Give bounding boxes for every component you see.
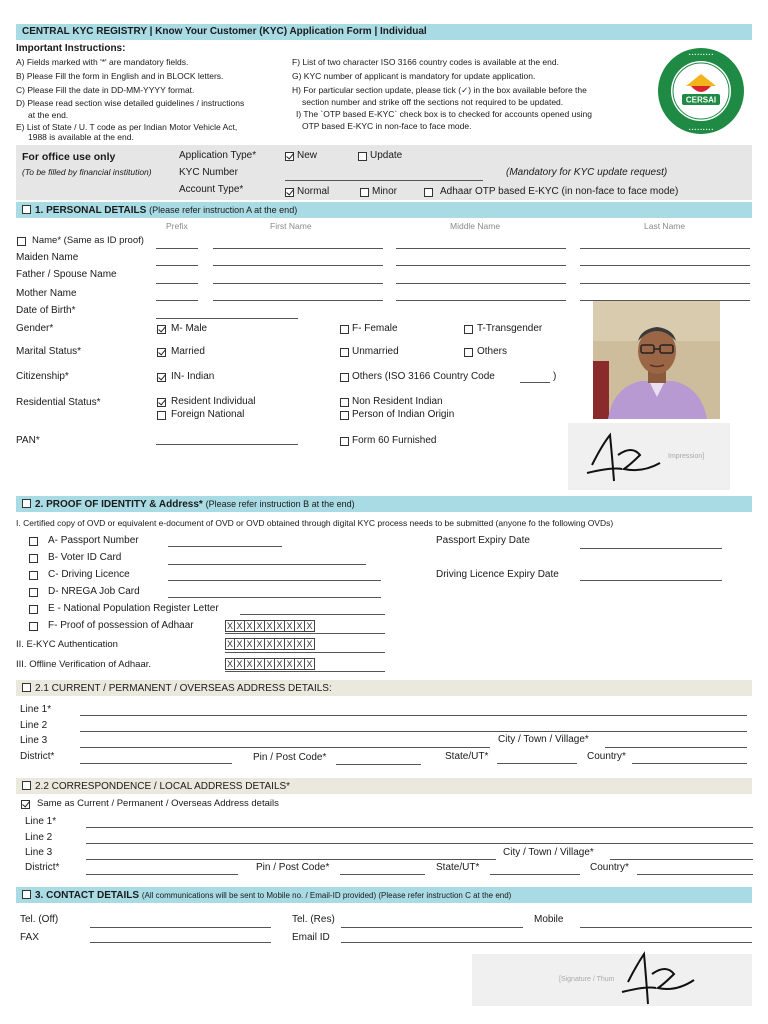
ekyc-digit-5: X [265, 638, 275, 650]
maiden-prefix-field[interactable] [156, 265, 198, 266]
address-line1-field[interactable] [80, 715, 747, 716]
instruction-c: C) Please Fill the date in DD-MM-YYYY format. [16, 85, 195, 95]
ekyc-digit-1: X [226, 639, 233, 649]
passport-field[interactable] [168, 546, 282, 547]
name-same-checkbox[interactable] [17, 237, 26, 246]
mother-middle-field[interactable] [396, 300, 566, 301]
offline-field[interactable] [225, 671, 385, 672]
instruction-i: I) The `OTP based E-KYC` check box is to checked for accounts opened using [296, 109, 592, 119]
citizenship-indian-label: IN- Indian [171, 371, 215, 382]
gender-label: Gender* [16, 323, 54, 334]
office-title: For office use only [22, 151, 116, 163]
father-name-label: Father / Spouse Name [16, 269, 117, 280]
voter-id-field[interactable] [168, 564, 366, 565]
foreign-label: Foreign National [171, 409, 245, 420]
corr-line1-field[interactable] [86, 827, 753, 828]
offline-label: III. Offline Verification of Adhaar. [16, 659, 152, 670]
pio-checkbox[interactable] [340, 411, 349, 420]
offline-digit-3: X [245, 658, 255, 670]
ekyc-digit-2: X [235, 638, 245, 650]
npr-field[interactable] [240, 614, 385, 615]
impression-label: Impression] [668, 453, 705, 460]
mobile-label: Mobile [534, 914, 564, 925]
same-as-address-label: Same as Current / Permanent / Overseas Address details [37, 798, 279, 809]
contact-title: 3. CONTACT DETAILS [35, 890, 140, 901]
ekyc-digit-boxes[interactable] [225, 638, 315, 650]
citizenship-others-label: Others (ISO 3166 Country Code [352, 371, 495, 382]
instructions-heading: Important Instructions: [16, 43, 126, 54]
driving-licence-checkbox[interactable] [29, 571, 38, 580]
address-state-label: State/UT* [445, 751, 489, 762]
father-prefix-field[interactable] [156, 283, 198, 284]
ekyc-label: II. E-KYC Authentication [16, 639, 118, 650]
col-middle-name: Middle Name [450, 221, 501, 231]
mother-first-field[interactable] [213, 300, 383, 301]
address-line3-label: Line 3 [20, 735, 48, 746]
resident-checkbox[interactable] [157, 398, 166, 407]
identity-note: (Please refer instruction B at the end) [205, 499, 355, 509]
corr-line3-field[interactable] [86, 859, 496, 860]
nrega-label: D- NREGA Job Card [48, 586, 140, 597]
corr-city-label: City / Town / Village* [503, 847, 594, 858]
form-title-bar [16, 24, 752, 40]
citizenship-label: Citizenship* [16, 371, 69, 382]
address-city-label: City / Town / Village* [498, 734, 589, 745]
contact-checkbox[interactable] [22, 890, 31, 899]
new-checkbox[interactable] [285, 152, 294, 161]
pan-label: PAN* [16, 435, 40, 446]
corr-line2-field[interactable] [86, 843, 753, 844]
address-district-label: District* [20, 751, 55, 762]
name-label: Name* (Same as ID proof) [32, 235, 144, 246]
update-label: Update [370, 150, 403, 161]
address-district-field[interactable] [80, 763, 232, 764]
address-line1-label: Line 1* [20, 704, 52, 715]
mother-prefix-field[interactable] [156, 300, 198, 301]
adhaar-label: F- Proof of possession of Adhaar [48, 620, 194, 631]
address-line2-field[interactable] [80, 731, 747, 732]
address-header [16, 680, 752, 696]
ekyc-digit-9: X [305, 638, 315, 650]
gender-male-label: M- Male [171, 323, 208, 334]
marital-label: Marital Status* [16, 346, 82, 357]
address-city-field[interactable] [605, 747, 747, 748]
tel-res-label: Tel. (Res) [292, 914, 335, 925]
address-checkbox[interactable] [22, 683, 31, 692]
corr-district-field[interactable] [86, 874, 238, 875]
driving-licence-field[interactable] [168, 580, 381, 581]
maiden-last-field[interactable] [580, 265, 750, 266]
tel-off-field[interactable] [90, 927, 271, 928]
corr-city-field[interactable] [610, 859, 753, 860]
address-country-field[interactable] [632, 763, 747, 764]
passport-expiry-field[interactable] [580, 548, 722, 549]
form60-checkbox[interactable] [340, 437, 349, 446]
ekyc-digit-7: X [285, 638, 295, 650]
identity-intro: I. Certified copy of OVD or equivalent e-document of OVD or OVD obtained through digital KYC process needs to be submitted (anyone fo the following OVDs) [16, 518, 614, 528]
normal-label: Normal [297, 186, 330, 197]
pan-field[interactable] [156, 444, 298, 445]
address-pin-label: Pin / Post Code* [253, 752, 327, 763]
adhaar-digit-3: X [245, 620, 255, 632]
maiden-middle-field[interactable] [396, 265, 566, 266]
corr-state-label: State/UT* [436, 862, 480, 873]
nri-label: Non Resident Indian [352, 396, 443, 407]
instruction-f: F) List of two character ISO 3166 country codes is available at the end. [292, 57, 559, 67]
personal-details-checkbox[interactable] [22, 205, 31, 214]
dl-expiry-field[interactable] [580, 580, 722, 581]
adhaar-digit-8: X [295, 620, 305, 632]
instruction-d: D) Please read section wise detailed guidelines / instructions [16, 98, 245, 108]
corr-title: 2.2 CORRESPONDENCE / LOCAL ADDRESS DETAILS* [35, 781, 291, 792]
instruction-g: G) KYC number of applicant is mandatory for update application. [292, 71, 536, 81]
minor-label: Minor [372, 186, 398, 197]
citizenship-indian-checkbox[interactable] [157, 373, 166, 382]
logo-text: CERSAI [685, 95, 717, 105]
name-last-field[interactable] [580, 248, 750, 249]
instruction-h: H) For particular section update, please tick (✓) in the box available before the [292, 85, 587, 95]
corr-line3-label: Line 3 [25, 847, 53, 858]
ekyc-digit-4: X [255, 638, 265, 650]
unmarried-checkbox[interactable] [340, 348, 349, 357]
offline-digit-5: X [265, 658, 275, 670]
svg-text:• • • • • • • • •: • • • • • • • • • [688, 52, 714, 57]
same-as-address-checkbox[interactable] [21, 800, 30, 809]
adhaar-digit-6: X [275, 620, 285, 632]
gender-male-checkbox[interactable] [157, 325, 166, 334]
name-prefix-field[interactable] [156, 248, 198, 249]
dob-field[interactable] [156, 318, 298, 319]
update-checkbox[interactable] [358, 152, 367, 161]
adhaar-digit-5: X [265, 620, 275, 632]
corr-line2-label: Line 2 [25, 832, 53, 843]
personal-details-title: 1. PERSONAL DETAILS [35, 205, 147, 216]
instruction-a: A) Fields marked with '*' are mandatory fields. [16, 57, 189, 67]
offline-digit-1: X [226, 659, 233, 669]
contact-header [16, 887, 752, 903]
personal-details-header [16, 202, 752, 218]
identity-header [16, 496, 752, 512]
address-pin-field[interactable] [336, 764, 421, 765]
otp-ekyc-label: Adhaar OTP based E-KYC (in non-face to face mode) [440, 186, 679, 197]
offline-digit-7: X [285, 658, 295, 670]
corr-checkbox[interactable] [22, 781, 31, 790]
father-middle-field[interactable] [396, 283, 566, 284]
married-checkbox[interactable] [157, 348, 166, 357]
country-code-close: ) [553, 371, 557, 382]
identity-checkbox[interactable] [22, 499, 31, 508]
instruction-d-cont: at the end. [28, 110, 69, 120]
adhaar-digit-7: X [285, 620, 295, 632]
father-first-field[interactable] [213, 283, 383, 284]
adhaar-digit-2: X [235, 620, 245, 632]
country-code-field[interactable] [520, 382, 550, 383]
signature-mark [582, 425, 672, 487]
offline-digit-8: X [295, 658, 305, 670]
residential-label: Residential Status* [16, 397, 101, 408]
fax-label: FAX [20, 932, 39, 943]
offline-digit-boxes[interactable] [225, 658, 315, 670]
address-line2-label: Line 2 [20, 720, 48, 731]
email-field[interactable] [341, 942, 752, 943]
resident-label: Resident Individual [171, 396, 256, 407]
name-first-field[interactable] [213, 248, 383, 249]
application-type-label: Application Type* [179, 150, 257, 161]
offline-digit-2: X [235, 658, 245, 670]
foreign-checkbox[interactable] [157, 411, 166, 420]
form-title: CENTRAL KYC REGISTRY | Know Your Customer (KYC) Application Form | Individual [22, 26, 427, 37]
svg-text:• • • • • • • • •: • • • • • • • • • [688, 127, 714, 132]
pio-label: Person of Indian Origin [352, 409, 455, 420]
dob-label: Date of Birth* [16, 305, 76, 316]
voter-id-label: B- Voter ID Card [48, 552, 122, 563]
corr-district-label: District* [25, 862, 60, 873]
adhaar-checkbox[interactable] [29, 622, 38, 631]
ekyc-digit-8: X [295, 638, 305, 650]
corr-country-field[interactable] [637, 874, 753, 875]
cersai-logo [656, 46, 746, 136]
adhaar-digit-9: X [305, 620, 315, 632]
normal-checkbox[interactable] [285, 188, 294, 197]
nri-checkbox[interactable] [340, 398, 349, 407]
gender-transgender-label: T-Transgender [477, 323, 543, 334]
maiden-first-field[interactable] [213, 265, 383, 266]
passport-expiry-label: Passport Expiry Date [436, 535, 530, 546]
personal-details-note: (Please refer instruction A at the end) [149, 205, 298, 215]
col-first-name: First Name [270, 221, 312, 231]
corr-line1-label: Line 1* [25, 816, 57, 827]
gender-female-checkbox[interactable] [340, 325, 349, 334]
corr-state-field[interactable] [490, 874, 580, 875]
name-middle-field[interactable] [396, 248, 566, 249]
otp-ekyc-checkbox[interactable] [424, 188, 433, 197]
citizenship-others-checkbox[interactable] [340, 373, 349, 382]
kyc-note: (Mandatory for KYC update request) [506, 167, 668, 178]
contact-note: (All communications will be sent to Mobile no. / Email-ID provided) (Please refer instruction C at the end) [141, 891, 512, 900]
driving-licence-label: C- Driving Licence [48, 569, 130, 580]
kyc-number-label: KYC Number [179, 167, 238, 178]
ekyc-field[interactable] [225, 652, 385, 653]
nrega-field[interactable] [168, 597, 381, 598]
ekyc-digit-6: X [275, 638, 285, 650]
address-state-field[interactable] [497, 763, 577, 764]
unmarried-label: Unmarried [352, 346, 399, 357]
form60-label: Form 60 Furnished [352, 435, 437, 446]
tel-off-label: Tel. (Off) [20, 914, 59, 925]
instruction-e: E) List of State / U. T code as per Indian Motor Vehicle Act, [16, 122, 238, 132]
instruction-i-cont: OTP based E-KYC in non-face to face mode. [302, 121, 472, 131]
minor-checkbox[interactable] [360, 188, 369, 197]
mother-name-label: Mother Name [16, 288, 77, 299]
instruction-h-cont: section number and strike off the sections not required to be updated. [302, 97, 564, 107]
address-title: 2.1 CURRENT / PERMANENT / OVERSEAS ADDRESS DETAILS: [35, 683, 332, 694]
maiden-name-label: Maiden Name [16, 252, 79, 263]
identity-title: 2. PROOF OF IDENTITY & Address* [35, 499, 203, 510]
passport-checkbox[interactable] [29, 537, 38, 546]
adhaar-digit-4: X [255, 620, 265, 632]
father-last-field[interactable] [580, 283, 750, 284]
offline-digit-6: X [275, 658, 285, 670]
address-country-label: Country* [587, 751, 626, 762]
bottom-signature-label: [Signature / Thum [559, 976, 615, 983]
account-type-label: Account Type* [179, 184, 244, 195]
email-label: Email ID [292, 932, 330, 943]
gender-transgender-checkbox[interactable] [464, 325, 473, 334]
instruction-e-cont: 1988 is available at the end. [28, 132, 134, 142]
corr-header [16, 778, 752, 794]
mobile-field[interactable] [580, 927, 752, 928]
married-label: Married [171, 346, 205, 357]
adhaar-digit-boxes[interactable] [225, 620, 315, 632]
offline-digit-9: X [305, 658, 315, 670]
applicant-photo [593, 301, 720, 419]
adhaar-field[interactable] [225, 633, 385, 634]
corr-pin-field[interactable] [340, 874, 425, 875]
passport-label: A- Passport Number [48, 535, 139, 546]
address-line3-field[interactable] [80, 747, 490, 748]
col-prefix: Prefix [166, 221, 188, 231]
bottom-signature-mark [618, 948, 698, 1010]
gender-female-label: F- Female [352, 323, 398, 334]
npr-checkbox[interactable] [29, 605, 38, 614]
kyc-number-field[interactable] [285, 180, 483, 181]
adhaar-digit-1: X [226, 621, 233, 631]
marital-others-checkbox[interactable] [464, 348, 473, 357]
col-last-name: Last Name [644, 221, 686, 231]
voter-id-checkbox[interactable] [29, 554, 38, 563]
corr-country-label: Country* [590, 862, 629, 873]
instruction-b: B) Please Fill the form in English and in BLOCK letters. [16, 71, 224, 81]
tel-res-field[interactable] [341, 927, 523, 928]
ekyc-digit-3: X [245, 638, 255, 650]
offline-digit-4: X [255, 658, 265, 670]
dl-expiry-label: Driving Licence Expiry Date [436, 569, 559, 580]
fax-field[interactable] [90, 942, 271, 943]
corr-pin-label: Pin / Post Code* [256, 862, 330, 873]
marital-others-label: Others [477, 346, 508, 357]
new-label: New [297, 150, 318, 161]
npr-label: E - National Population Register Letter [48, 603, 219, 614]
nrega-checkbox[interactable] [29, 588, 38, 597]
office-subtitle: (To be filled by financial institution) [22, 167, 152, 177]
